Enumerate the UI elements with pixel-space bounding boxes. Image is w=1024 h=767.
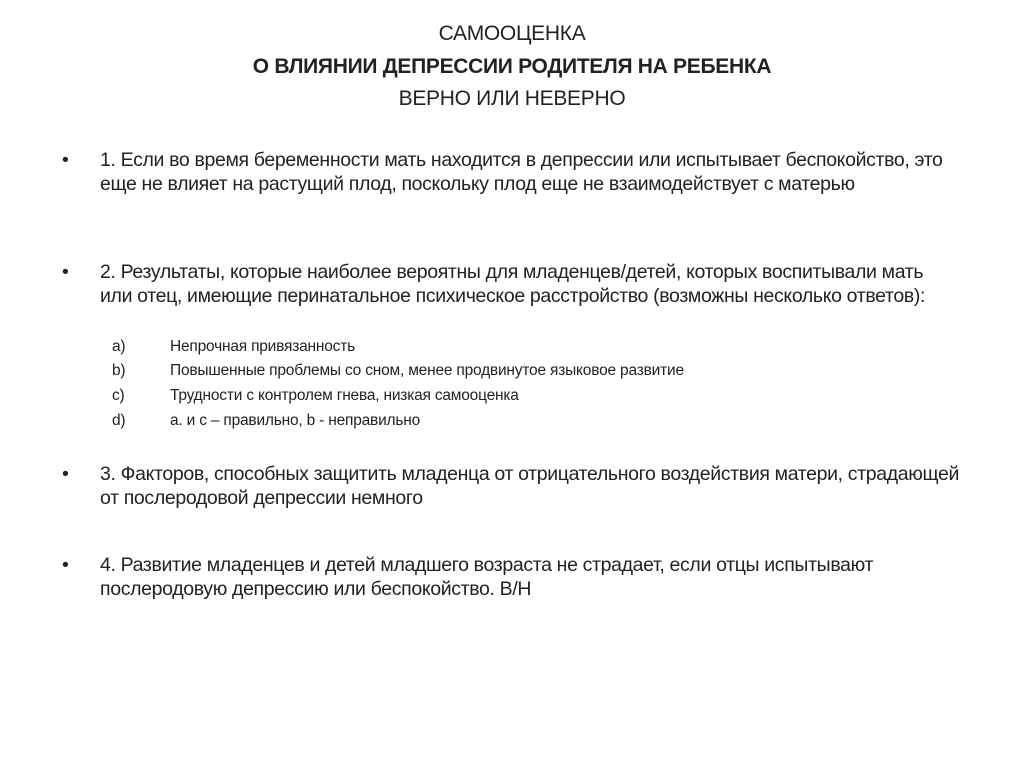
option-letter: c) (112, 387, 125, 404)
bullet-icon: • (62, 261, 69, 283)
question-text: 1. Если во время беременности мать находится в депрессии или испытывает беспокойство, это еще не влияет на растущий плод, поскольку плод еще не взаимодействует с матерью (100, 149, 943, 195)
slide-subtitle: О ВЛИЯНИИ ДЕПРЕССИИ РОДИТЕЛЯ НА РЕБЕНКА (252, 55, 772, 78)
question-text: 3. Факторов, способных защитить младенца от отрицательного воздействия матери, страдающей от послеродовой депрессии немного (100, 463, 960, 509)
slide-title: САМООЦЕНКА (438, 22, 586, 45)
option-letter: d) (112, 412, 126, 429)
bullet-icon: • (62, 554, 69, 576)
question-text: 2. Результаты, которые наиболее вероятны для младенцев/детей, которых воспитывали мать или отец, имеющие перинатальное психическое расстройство (возможны несколько ответов): (100, 261, 926, 307)
question-text: 4. Развитие младенцев и детей младшего возраста не страдает, если отцы испытывают послеродовую депрессию или беспокойство. В/Н (100, 554, 874, 600)
slide-subheading: ВЕРНО ИЛИ НЕВЕРНО (398, 87, 626, 110)
bullet-icon: • (62, 149, 69, 171)
option-text: Трудности с контролем гнева, низкая самооценка (170, 387, 519, 404)
bullet-icon: • (62, 463, 69, 485)
option-letter: a) (112, 338, 126, 355)
option-letter: b) (112, 362, 126, 379)
option-text: а. и с – правильно, b - неправильно (170, 412, 421, 429)
option-text: Повышенные проблемы со сном, менее продвинутое языковое развитие (170, 362, 684, 379)
option-text: Непрочная привязанность (170, 338, 355, 355)
